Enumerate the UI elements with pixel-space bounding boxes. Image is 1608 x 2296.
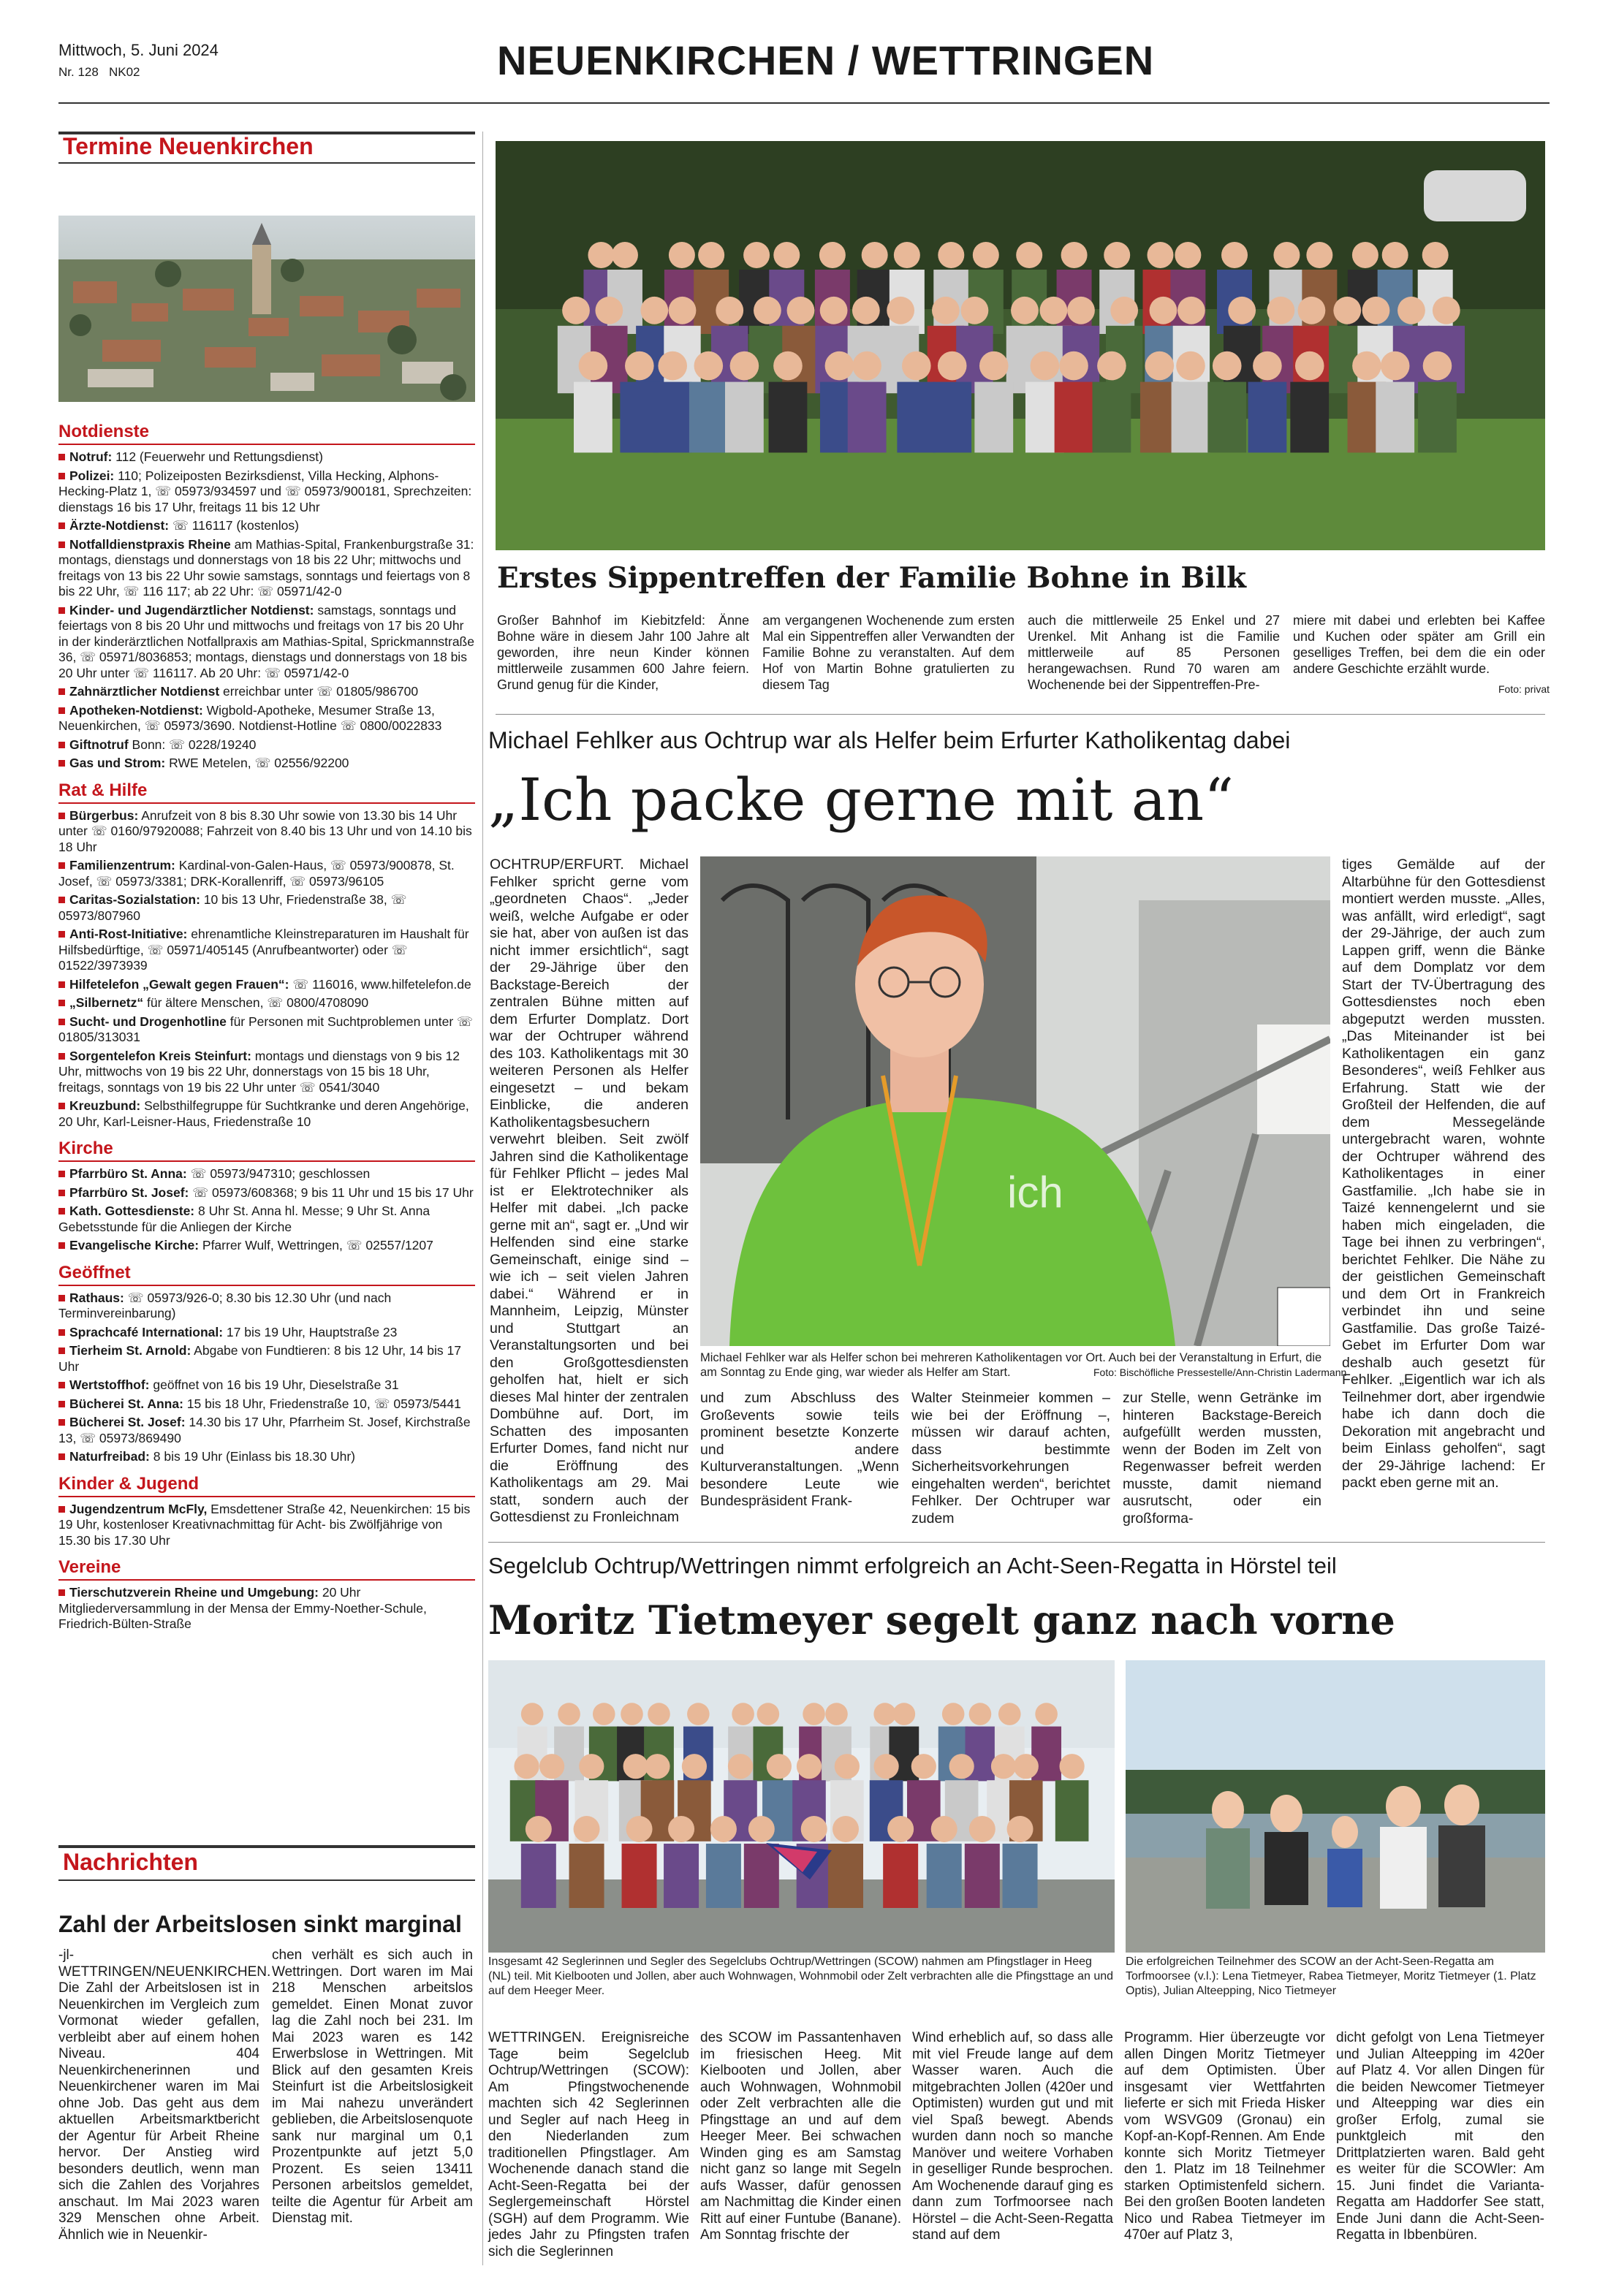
termine-entry-name: Bücherei St. Josef: [69, 1415, 186, 1429]
aerial-town-photo [58, 216, 475, 402]
termine-entry-name: Sprachcafé International: [69, 1324, 224, 1339]
bullet-icon [58, 1589, 65, 1596]
termine-entry-name: Gas und Strom: [69, 756, 166, 770]
termine-entry-name: Ärzte-Notdienst: [69, 518, 170, 533]
termine-entry [58, 927, 475, 974]
termine-entry-name: Hilfetelefon „Gewalt gegen Frauen“: [69, 976, 289, 992]
svg-text:ich: ich [1007, 1168, 1063, 1217]
termine-entry-text: Abgabe von Fundtieren: 8 bis 12 Uhr, 14 bis 17 Uhr [58, 1343, 461, 1374]
termine-entry-text: ☏ 05973/926-0; 8.30 bis 12.30 Uhr (und nach Terminvereinbarung) [58, 1290, 392, 1320]
termine-entry [58, 808, 475, 856]
termine-entry [58, 684, 475, 700]
termine-entry-text: ☏ 116016, www.hilfetelefon.de [289, 976, 471, 992]
helper-portrait-photo [700, 856, 1330, 1346]
bullet-icon [58, 1329, 65, 1336]
termine-entry [58, 977, 475, 993]
termine-entry-name: Caritas-Sozialstation: [69, 892, 200, 907]
termine-entry-text: ☏ 05973/947310; geschlossen [186, 1166, 371, 1181]
termine-entry [58, 1415, 475, 1446]
termine-entry-name: Evangelische Kirche: [69, 1238, 200, 1252]
termine-entry-text: 14.30 bis 17 Uhr, Pfarrheim St. Josef, Kirchstraße 13, ☏ 05973/869490 [58, 1415, 471, 1445]
article3-col2: des SCOW im Passantenhaven im friesischen Heeg. Mit Kielbooten und Jollen, aber auch Wohnwagen, Wohnmobil oder Zelt verbrachten alle die Pfingsttage an und auf dem Heeger Meer. Bei schwachen Winden ging es am Samstag nicht ganz so lange mit Segeln aufs Wasser, dafür genossen am Nachmittag die Kinder einen Ritt auf einer Funtube (Banane). Am Sonntag frischte der [700, 2030, 901, 2243]
bullet-icon [58, 1453, 65, 1460]
column-divider [482, 132, 483, 2265]
termine-entry [58, 1325, 475, 1341]
termine-entry [58, 1166, 475, 1182]
bullet-icon [58, 1419, 65, 1426]
termine-entry-text: Wigbold-Apotheke, Mesumer Straße 13, Neuenkirchen, ☏ 05973/3690. Notdienst-Hotline ☏ 0800/0022833 [58, 702, 442, 733]
nachrichten-title: Nachrichten [63, 1849, 198, 1875]
article1-col4: miere mit dabei und erlebten bei Kaffee und Kuchen oder später am Grill ein geselliges Treffen, bei dem die ein oder andere Geschichte erzählt wurde. [1293, 613, 1545, 676]
termine-entry-text: ☏ 116117 (kostenlos) [169, 518, 299, 533]
bullet-icon [58, 862, 65, 869]
article2-caption: Michael Fehlker war als Helfer schon bei mehreren Katholikentagen vor Ort. Auch bei der Veranstaltung in Erfurt, die am Sonntag zu Ende ging, war wieder als Helfer am Start. [700, 1351, 1322, 1379]
termine-section-title: Rat & Hilfe [58, 780, 475, 804]
termine-entry-text: 17 bis 19 Uhr, Hauptstraße 23 [223, 1324, 398, 1339]
article2-col4: zur Stelle, wenn Getränke im hinteren Backstage-Bereich aufgefüllt werden mussten, wenn der Boden im Zelt von Regenwasser befreit werden musste, damit niemand ausrutscht, oder ein großforma- [1123, 1390, 1321, 1527]
termine-entry-name: Bücherei St. Anna: [69, 1396, 183, 1411]
termine-entry-text: für Personen mit Suchtproblemen unter ☏ 01805/313031 [58, 1014, 473, 1044]
termine-entry [58, 703, 475, 734]
bullet-icon [58, 522, 65, 529]
termine-entry [58, 756, 475, 772]
termine-entry-text: Selbsthilfegruppe für Suchtkranke und deren Angehörige, 20 Uhr, Karl-Leisner-Haus, Friedenstraße 10 [58, 1098, 469, 1129]
nachrichten-title-rule [58, 1879, 475, 1881]
termine-entry-name: Jugendzentrum McFly, [69, 1501, 208, 1516]
termine-entry [58, 468, 475, 516]
termine-entry-name: Tierheim St. Arnold: [69, 1343, 191, 1358]
bullet-icon [58, 897, 65, 903]
termine-entry-text: montags und dienstags von 9 bis 12 Uhr, mittwochs von 19 bis 22 Uhr, donnerstags von 15 bis 18 Uhr, freitags, sonntags von 19 bis 22 Uhr unter ☏ 0541/3040 [58, 1048, 460, 1095]
termine-entry [58, 1014, 475, 1046]
bullet-icon [58, 813, 65, 819]
termine-entry [58, 1585, 475, 1632]
article1-headline: Erstes Sippentreffen der Familie Bohne in Bilk [497, 561, 1246, 595]
article2-bottom-rule [488, 1542, 1545, 1543]
article3-caption1: Insgesamt 42 Seglerinnen und Segler des Segelclubs Ochtrup/Wettringen (SCOW) nahmen am Pfingstlager in Heeg (NL) teil. Mit Kielbooten und Jollen, aber auch Wohnwagen, Wohnmobil oder Zelt verbrachten alle die Pfingsttage an und auf dem Heeger Meer. [488, 1955, 1114, 1997]
termine-entry-name: Kath. Gottesdienste: [69, 1204, 195, 1218]
termine-entry-text: samstags, sonntags und feiertags von 8 bis 20 Uhr und mittwochs und freitags von 17 bis 20 Uhr in der kinderärztlichen Notfallpraxis am Mathias-Spital, Sprickmannstraße 36, ☏ 05971/8036853; montags, dienstags und donnerstags von 18 bis 20 Uhr unter ☏ 116117. Ab 20 Uhr: ☏ 05971/42-0 [58, 602, 474, 680]
termine-section-title: Notdienste [58, 422, 475, 445]
termine-entry-text: 20 Uhr Mitgliederversammlung in der Mensa der Emmy-Noether-Schule, Friedrich-Bülten-Straße [58, 1585, 427, 1631]
article1-col3: auch die mittlerweile 25 Enkel und 27 Urenkel. Mit Anhang ist die Familie mittlerweile auf 85 Personen herangewachsen. Rund 70 waren am Wochenende bei der Sippentreffen-Pre- [1028, 613, 1280, 692]
termine-entry-name: „Silbernetz“ [69, 995, 144, 1010]
termine-entry-name: Pfarrbüro St. Josef: [69, 1185, 189, 1200]
termine-section-title: Kinder & Jugend [58, 1474, 475, 1497]
page-section-title: NEUENKIRCHEN / WETTRINGEN [497, 37, 1155, 83]
article1-col2: am vergangenen Wochenende zum ersten Mal ein Sippentreffen aller Verwandten der Familie Bohne zu veranstalten. Auf dem Hof von Martin Bohne gratulierten zu diesem Tag [762, 613, 1015, 692]
issue-number: Nr. 128 [58, 65, 99, 79]
termine-entry-text: für ältere Menschen, ☏ 0800/4708090 [143, 995, 369, 1010]
termine-section-title: Kirche [58, 1139, 475, 1162]
article3-col3: Wind erheblich auf, so dass alle mit viel Freude lange auf dem Wasser waren. Auch die mitgebrachten Jollen (420er und Optimisten) wurden gut und mit viel Spaß bewegt. Abends wurden dann noch so manche Manöver und weitere Vorhaben in geselliger Runde besprochen. Am Wochenende darauf ging es dann zum Torfmoorsee nach Hörstel – die Acht-Seen-Regatta stand auf dem [912, 2030, 1113, 2243]
termine-entry-name: Sucht- und Drogenhotline [69, 1014, 227, 1029]
bullet-icon [58, 1000, 65, 1006]
bullet-icon [58, 1347, 65, 1354]
bullet-icon [58, 1295, 65, 1301]
termine-entry-name: Notruf: [69, 449, 113, 464]
termine-entry-name: Kreuzbund: [69, 1098, 141, 1113]
termine-entry-text: ehrenamtliche Kleinstreparaturen im Haushalt für Hilfsbedürftige, ☏ 05971/405145 (Anrufbeantworter) oder ☏ 01522/3973939 [58, 927, 469, 973]
termine-entry [58, 1449, 475, 1465]
bullet-icon [58, 1053, 65, 1060]
termine-entry-name: Zahnärztlicher Notdienst [69, 684, 220, 699]
termine-entry [58, 1377, 475, 1394]
termine-entry-text: 10 bis 13 Uhr, Friedenstraße 38, ☏ 05973/807960 [58, 892, 407, 923]
termine-entry-text: 110; Polizeiposten Bezirksdienst, Villa Hecking, Alphons-Hecking-Platz 1, ☏ 05973/934597 und ☏ 05973/900181, Sprechzeiten: dienstags 16 bis 17 Uhr, freitags 11 bis 12 Uhr [58, 468, 472, 514]
bullet-icon [58, 931, 65, 938]
header-date: Mittwoch, 5. Juni 2024 [58, 41, 219, 59]
article1-photo-credit: Foto: privat [1498, 683, 1550, 695]
termine-section-title: Vereine [58, 1557, 475, 1581]
regatta-winners-photo [1126, 1660, 1545, 1953]
article2-col5: tiges Gemälde auf der Altarbühne für den Gottesdienst montiert werden musste. „Alles, was anfällt, wird erledigt“, sagt der 29-Jährige, der auch zum Lappen griff, wenn die Bänke auf dem Domplatz vor dem Start der TV-Übertragung des Gottesdienstes noch eben abgeputzt werden mussten. „Das Miteinander ist bei Katholikentagen ein ganz Besonderes“, weiß Fehlker aus Erfahrung. Statt wie der Großteil der Helfenden, die auf dem Messegelände untergebracht waren, wohnte der Ochtruper während des Katholikentages in einer Gastfamilie. „Ich habe sie in Taizé kennengelernt und sie haben mich eingeladen, die Tage bei ihnen zu verbringen“, berichtet Fehlker. Die Nähe zu der geistlichen Gemeinschaft und dem Ort in Frankreich verbindet ihn und seine Gastfamilie. Das große Taizé-Gebet im Erfurter Dom war deshalb auch gesetzt für Fehlker. „Eigentlich war ich als Teilnehmer dort, aber irgendwie habe ich dann doch die Dekoration mit angebracht und beim Einlass geholfen“, sagt der 29-Jährige lachend: Er packt eben gerne mit an. [1342, 856, 1545, 1491]
termine-entry [58, 1049, 475, 1096]
termine-entry-text: 15 bis 18 Uhr, Friedenstraße 10, ☏ 05973/5441 [183, 1396, 461, 1411]
termine-entry [58, 1396, 475, 1413]
article2-col3: Walter Steinmeier kommen – wie bei der Eröffnung –, müssen wir darauf achten, dass bestimmte Sicherheitsvorkehrungen eingehalten werden“, berichtet Fehlker. Der Ochtruper war zudem [911, 1390, 1110, 1527]
bullet-icon [58, 454, 65, 460]
termine-entry-name: Anti-Rost-Initiative: [69, 927, 188, 941]
termine-entry-text: Bonn: ☏ 0228/19240 [128, 737, 257, 752]
nachrichten-col1: -jl- WETTRINGEN/NEUENKIRCHEN. Die Zahl der Arbeitslosen ist in Neuenkirchen im Vergleich zum Vormonat wieder gefallen, verbleibt aber auf einem hohen Niveau. 404 Neuenkirchenerinnen und Neuenkirchener waren im Mai ohne Job. Das geht aus dem aktuellen Arbeitsmarktbericht der Agentur für Arbeit Rheine hervor. Der Anstieg wird besonders deutlich, wenn man sich die Zahlen des Vorjahres anschaut. Im Mai 2023 waren 329 Menschen ohne Arbeit. Ähnlich wie in Neuenkir- [58, 1947, 271, 2243]
termine-entry-name: Pfarrbüro St. Anna: [69, 1166, 187, 1181]
termine-entry [58, 518, 475, 534]
article3-caption2: Die erfolgreichen Teilnehmer des SCOW an der Acht-Seen-Regatta am Torfmoorsee (v.l.): Lena Tietmeyer, Rabea Tietmeyer, Moritz Tietmeyer (1. Platz Optis), Julian Alteepping, Nico Tietmeyer [1126, 1955, 1536, 1997]
article1-col1: Großer Bahnhof im Kiebitzfeld: Änne Bohne wäre in diesem Jahr 100 Jahre alt geworden, ihre neun Kinder können mittlerweile zusammen 600 Jahre feiern. Grund genug für die Kinder, [497, 613, 749, 692]
termine-entry [58, 1238, 475, 1254]
termine-entry [58, 449, 475, 465]
termine-listing [58, 413, 475, 1635]
termine-entry-text: Kardinal-von-Galen-Haus, ☏ 05973/900878, St. Josef, ☏ 05973/3381; DRK-Korallenriff, ☏ 05973/96105 [58, 858, 455, 889]
termine-entry [58, 995, 475, 1011]
bullet-icon [58, 1019, 65, 1025]
termine-entry-text: geöffnet von 16 bis 19 Uhr, Dieselstraße 31 [149, 1377, 399, 1392]
article2-col2: und zum Abschluss des Großevents sowie teils prominent besetzte Konzerte und andere Kulturveranstaltungen. „Wenn besondere Leute wie Bundespräsident Frank- [700, 1390, 899, 1509]
article3-kicker: Segelclub Ochtrup/Wettringen nimmt erfolgreich an Acht-Seen-Regatta in Hörstel teil [488, 1553, 1337, 1578]
termine-entry-name: Bürgerbus: [69, 807, 139, 823]
termine-entry-text: 112 (Feuerwehr und Rettungsdienst) [112, 449, 323, 464]
header-rule [58, 102, 1550, 104]
termine-entry-text: erreichbar unter ☏ 01805/986700 [219, 684, 419, 699]
termine-entry-name: Kinder- und Jugendärztlicher Notdienst: [69, 602, 314, 617]
bullet-icon [58, 760, 65, 767]
article2-photo-credit: Foto: Bischöfliche Pressestelle/Ann-Christin Ladermann [1093, 1366, 1347, 1378]
bullet-icon [58, 1103, 65, 1109]
termine-entry [58, 1343, 475, 1375]
termine-entry-name: Tierschutzverein Rheine und Umgebung: [69, 1585, 319, 1600]
termine-title-rule [58, 162, 475, 164]
bullet-icon [58, 1242, 65, 1249]
termine-entry-text: Anrufzeit von 8 bis 8.30 Uhr sowie von 13.30 bis 14 Uhr unter ☏ 0160/97920088; Fahrzeit von 8.40 bis 13 Uhr und von 14.10 bis 18 Uhr [58, 807, 472, 854]
termine-entry-name: Notfalldienstpraxis Rheine [69, 536, 231, 552]
article3-headline: Moritz Tietmeyer segelt ganz nach vorne [488, 1597, 1395, 1643]
termine-section-title: Geöffnet [58, 1263, 475, 1286]
termine-entry-text: ☏ 05973/608368; 9 bis 11 Uhr und 15 bis 17 Uhr [189, 1185, 474, 1200]
article2-headline: „Ich packe gerne mit an“ [488, 766, 1234, 834]
article2-col1: OCHTRUP/ERFURT. Michael Fehlker spricht gerne vom „geordneten Chaos“. „Jeder weiß, welche Aufgabe er oder sie hat, aber von außen ist das nicht immer ersichtlich“, sagt der 29-Jährige über den Backstage-Bereich der zentralen Bühne mitten auf dem Erfurter Domplatz. Dort war der Ochtruper während des 103. Katholikentags mit 30 weiteren Personen als Helfer eingesetzt – und bekam Einblicke, die anderen Katholikentagsbesuchern verwehrt bleiben. Seit zwölf Jahren sind die Katholikentage für Fehlker Pflicht – jedes Mal ist er Elektrotechniker als Helfer mit dabei. „Ich packe gerne mit an“, sagt er. „Und wir Helfenden sind eine starke Gemeinschaft, einige sind – wie ich – seit vielen Jahren dabei.“ Während er in Mannheim, Leipzig, Münster und Stuttgart an Veranstaltungsorten und bei den Großgottesdiensten geholfen hat, hielt er sich dieses Mal hinter der zentralen Dombühne auf. Dort, im Schatten des imposanten Erfurter Domes, fand nicht nur die Eröffnung des Katholikentags am 29. Mai statt, sondern auch der Gottesdienst zu Fronleichnam [490, 856, 689, 1525]
bullet-icon [58, 473, 65, 479]
bullet-icon [58, 1190, 65, 1196]
termine-entry-name: Polizei: [69, 468, 115, 483]
bullet-icon [58, 607, 65, 614]
sailing-club-group-photo [488, 1660, 1115, 1953]
bullet-icon [58, 1171, 65, 1177]
bullet-icon [58, 1401, 65, 1407]
termine-entry [58, 1204, 475, 1235]
termine-entry-text: Pfarrer Wulf, Wettringen, ☏ 02557/1207 [199, 1238, 433, 1252]
article3-col5: dicht gefolgt von Lena Tietmeyer und Julian Alteepping im 420er auf Platz 4. Vor allen Dingen für die beiden Newcomer Tietmeyer und Alteepping war dies ein großer Erfolg, zumal sie punktgleich mit den Drittplatzierten waren. Bald geht es weiter für die SCOWler: Am 15. Juni findet die Varianta-Regatta am Haddorfer See statt, Ende Juni dann die Acht-Seen-Regatta in Ibbenbüren. [1336, 2030, 1544, 2243]
nachrichten-top-rule [58, 1845, 475, 1848]
termine-entry-text: Emsdettener Straße 42, Neuenkirchen: 15 bis 19 Uhr, kostenloser Kreativnachmittag für Acht- bis Zwölfjährige von 15.30 bis 17.30 Uhr [58, 1501, 471, 1548]
termine-entry-name: Apotheken-Notdienst: [69, 702, 203, 718]
article3-col4: Programm. Hier überzeugte vor allen Dingen Moritz Tietmeyer auf dem Optimisten. Über insgesamt vier Wettfahrten lieferte er sich mit Frieda Hisker vom WSVG09 (Gronau) ein Kopf-an-Kopf-Rennen. Am Ende konnte sich Moritz Tietmeyer den 1. Platz im 18 Teilnehmer starken Optimistenfeld sichern. Bei den großen Booten landeten Nico und Rabea Tietmeyer im 470er auf Platz 3, [1124, 2030, 1325, 2243]
bullet-icon [58, 1506, 65, 1513]
bullet-icon [58, 981, 65, 988]
termine-entry-text: am Mathias-Spital, Frankenburgstraße 31: montags, dienstags und donnerstags von 18 bis 22 Uhr; mittwochs und freitags von 13 bis 22 Uhr sowie samstags, sonntags und feiertags von 8 bis 22 Uhr, ☏ 116 117; ab 22 Uhr: ☏ 05971/42-0 [58, 536, 474, 598]
termine-entry-name: Naturfreibad: [69, 1449, 150, 1464]
termine-entry [58, 1098, 475, 1130]
termine-entry-text: RWE Metelen, ☏ 02556/92200 [165, 756, 349, 770]
bullet-icon [58, 1382, 65, 1388]
article2-kicker: Michael Fehlker aus Ochtrup war als Helfer beim Erfurter Katholikentag dabei [488, 727, 1291, 753]
termine-entry [58, 537, 475, 600]
termine-entry-name: Wertstoffhof: [69, 1377, 150, 1392]
termine-entry [58, 1502, 475, 1549]
bullet-icon [58, 742, 65, 748]
termine-entry-name: Familienzentrum: [69, 858, 175, 873]
bullet-icon [58, 541, 65, 548]
termine-entry [58, 1185, 475, 1201]
bullet-icon [58, 688, 65, 695]
termine-entry [58, 603, 475, 682]
termine-entry [58, 892, 475, 924]
termine-entry [58, 737, 475, 753]
termine-entry [58, 1290, 475, 1322]
termine-entry-name: Sorgentelefon Kreis Steinfurt: [69, 1048, 251, 1063]
family-group-photo [496, 141, 1545, 550]
termine-entry [58, 858, 475, 889]
edition-code: NK02 [108, 65, 140, 79]
termine-entry-text: 8 bis 19 Uhr (Einlass bis 18.30 Uhr) [149, 1449, 355, 1464]
termine-entry-text: 8 Uhr St. Anna hl. Messe; 9 Uhr St. Anna Gebetsstunde für die Anliegen der Kirche [58, 1204, 431, 1234]
article1-bottom-rule [496, 714, 1545, 715]
header-meta [58, 39, 219, 83]
nachrichten-col2: chen verhält es sich auch in Wettringen. Dort waren im Mai 218 Menschen arbeitslos gemeldet. Einen Monat zuvor lag die Zahl noch bei 231. Im Mai 2023 waren es 142 Erwerbslose in Wettringen. Mit Blick auf den gesamten Kreis Steinfurt ist die Arbeitslosigkeit im Mai nahezu unverändert geblieben, die Arbeitslosenquote sank nur marginal um 0,1 Prozentpunkte auf jetzt 5,0 Prozent. Es seien 13411 Personen arbeitslos gemeldet, teilte die Agentur für Arbeit am Dienstag mit. [272, 1947, 473, 2226]
termine-entry-name: Giftnotruf [69, 737, 129, 752]
bullet-icon [58, 1208, 65, 1214]
nachrichten-headline: Zahl der Arbeitslosen sinkt marginal [58, 1911, 462, 1937]
article3-col1: WETTRINGEN. Ereignisreiche Tage beim Segelclub Ochtrup/Wettringen (SCOW): Am Pfingstwochenende machten sich 42 Seglerinnen und Segler auf nach Heeg in den Niederlanden zum traditionellen Pfingstlager. Am Wochenende danach stand die Acht-Seen-Regatta bei der Seglergemeinschaft Hörstel (SGH) auf dem Programm. Wie jedes Jahr zu Pfingsten trafen sich die Seglerinnen [488, 2030, 689, 2259]
bullet-icon [58, 707, 65, 714]
termine-entry-name: Rathaus: [69, 1290, 124, 1305]
termine-title: Termine Neuenkirchen [63, 133, 314, 159]
